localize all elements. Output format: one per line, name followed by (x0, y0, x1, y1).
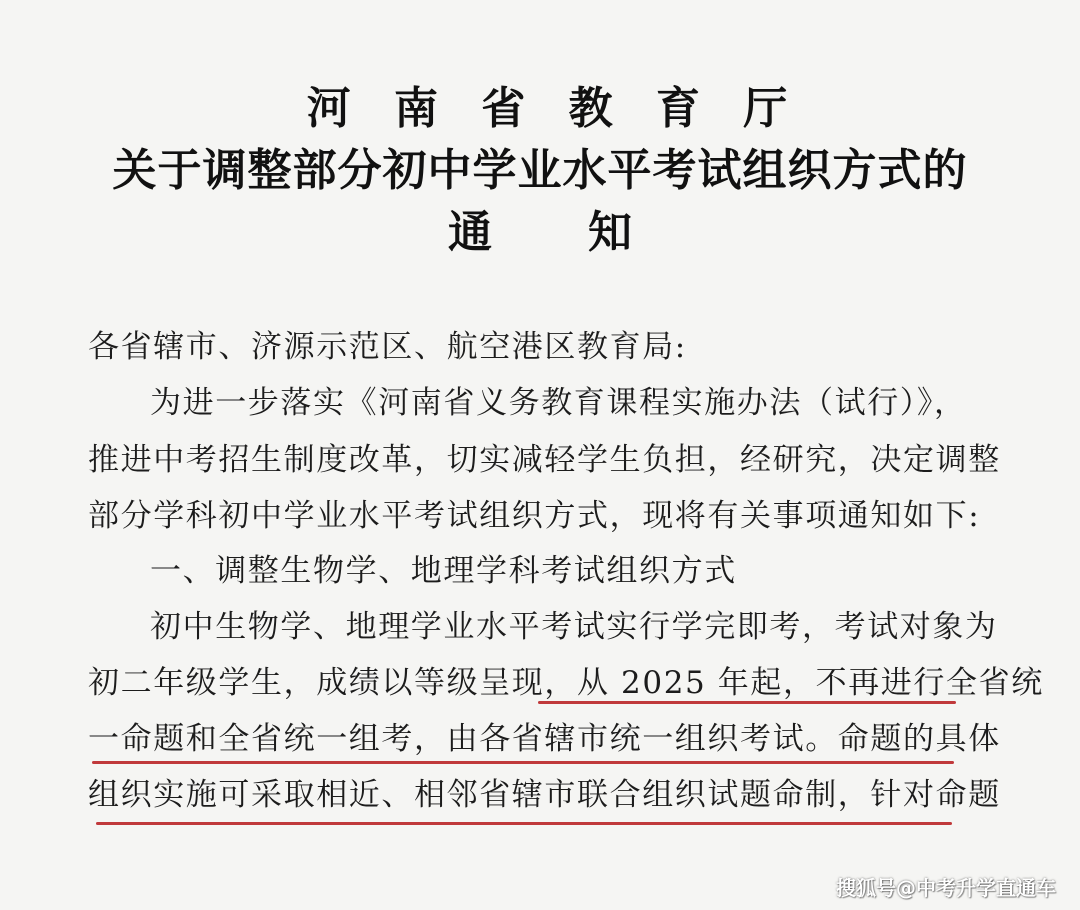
body-line: 初二年级学生，成绩以等级呈现，从 2025 年起，不再进行全省统 (88, 665, 1044, 701)
body-line: 初中生物学、地理学业水平考试实行学完即考，考试对象为 (150, 609, 998, 645)
red-underline (538, 701, 956, 704)
body-line: 一命题和全省统一组考，由各省辖市统一组织考试。命题的具体 (88, 721, 1001, 757)
body-line: 部分学科初中学业水平考试组织方式，现将有关事项通知如下: (88, 498, 981, 534)
addressee-line: 各省辖市、济源示范区、航空港区教育局: (88, 329, 687, 365)
red-underline (96, 822, 952, 825)
notice-subject-title: 关于调整部分初中学业水平考试组织方式的 (112, 145, 968, 196)
body-line: 组织实施可采取相近、相邻省辖市联合组织试题命制，针对命题 (88, 777, 1001, 813)
notice-heading-char-1: 通 (448, 207, 492, 258)
notice-heading-char-2: 知 (588, 207, 632, 258)
section-heading: 一、调整生物学、地理学科考试组织方式 (150, 553, 737, 589)
body-line: 推进中考招生制度改革，切实减轻学生负担，经研究，决定调整 (88, 442, 1001, 478)
body-line: 为进一步落实《河南省义务教育课程实施办法（试行）》， (150, 385, 967, 421)
red-underline (92, 761, 954, 764)
watermark-text: 搜狐号@中考升学直通车 (836, 876, 1056, 900)
notice-heading (0, 196, 1080, 260)
issuer-title: 河 南 省 教 育 厅 (306, 83, 802, 134)
